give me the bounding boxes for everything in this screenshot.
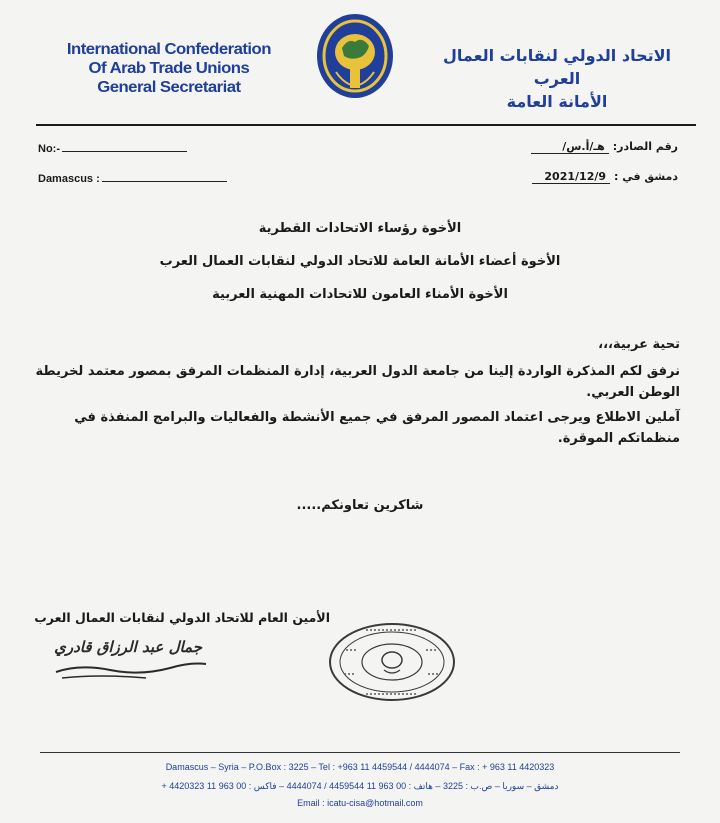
org-name-ar-line2: الأمانة العامة xyxy=(506,92,608,111)
footer-contact-arabic: دمشق – سوريا – ص.ب : 3225 – هاتف : 00 963 11 4459544 / 4444074 – فاكس : 00 963 11 4420323 + xyxy=(161,781,559,791)
damascus-date-field xyxy=(38,171,227,185)
outgoing-number-field xyxy=(531,140,678,154)
letter-date-label: دمشق في : xyxy=(614,170,678,183)
signatory-name: جمال عبد الرزاق قادري xyxy=(54,638,202,656)
confederation-emblem-icon xyxy=(314,12,396,100)
outgoing-number-value: هـ/أ.س/ xyxy=(531,140,609,154)
handwritten-signature xyxy=(50,634,210,682)
footer-contact-english: Damascus – Syria – P.O.Box : 3225 – Tel : +963 11 4459544 / 4444074 – Fax : + 963 11 4420323 xyxy=(165,762,555,772)
reference-no-field xyxy=(38,141,187,155)
addressee-line: الأخوة أعضاء الأمانة العامة للاتحاد الدولي لنقابات العمال العرب xyxy=(159,254,561,269)
addressees-block xyxy=(120,212,600,311)
header-divider xyxy=(36,124,696,126)
org-name-en-line1: International Confederation xyxy=(66,41,271,58)
outgoing-number-label: رقم الصادر: xyxy=(612,140,678,153)
greeting: تحية عربية،،، xyxy=(598,337,680,352)
damascus-label: Damascus : xyxy=(38,173,100,185)
letter-date-value: 2021/12/9 xyxy=(532,170,610,184)
body-paragraph-2: آملين الاطلاع ويرجى اعتماد المصور المرفق في جميع الأنشطة والفعاليات والبرامج المنفذة في منظماتكم الموقرة. xyxy=(74,410,680,446)
official-seal-icon xyxy=(326,620,458,704)
damascus-line xyxy=(102,171,227,182)
org-name-english xyxy=(42,40,296,97)
reference-no-line xyxy=(62,141,187,152)
signatory-title: الأمين العام للاتحاد الدولي لنقابات العمال العرب xyxy=(34,610,330,625)
letter-body xyxy=(30,334,680,453)
addressee-line: الأخوة رؤساء الاتحادات القطرية xyxy=(258,221,462,236)
addressee-line: الأخوة الأمناء العامون للاتحادات المهنية العربية xyxy=(212,287,508,302)
org-name-en-line2: Of Arab Trade Unions xyxy=(88,60,250,77)
body-paragraph-1: نرفق لكم المذكرة الواردة إلينا من جامعة الدول العربية، إدارة المنظمات المرفق بمصور معتمد لخريطة الوطن العربي. xyxy=(35,364,680,400)
closing-thanks: شاكرين تعاونكم..... xyxy=(296,498,424,513)
reference-no-label: No:- xyxy=(38,143,60,155)
letter-date-field xyxy=(532,170,678,184)
footer-email: Email : icatu-cisa@hotmail.com xyxy=(297,798,423,808)
org-name-arabic xyxy=(432,44,682,113)
org-name-ar-line1: الاتحاد الدولي لنقابات العمال العرب xyxy=(442,46,672,88)
org-name-en-line3: General Secretariat xyxy=(97,79,241,96)
footer-divider xyxy=(40,752,680,753)
